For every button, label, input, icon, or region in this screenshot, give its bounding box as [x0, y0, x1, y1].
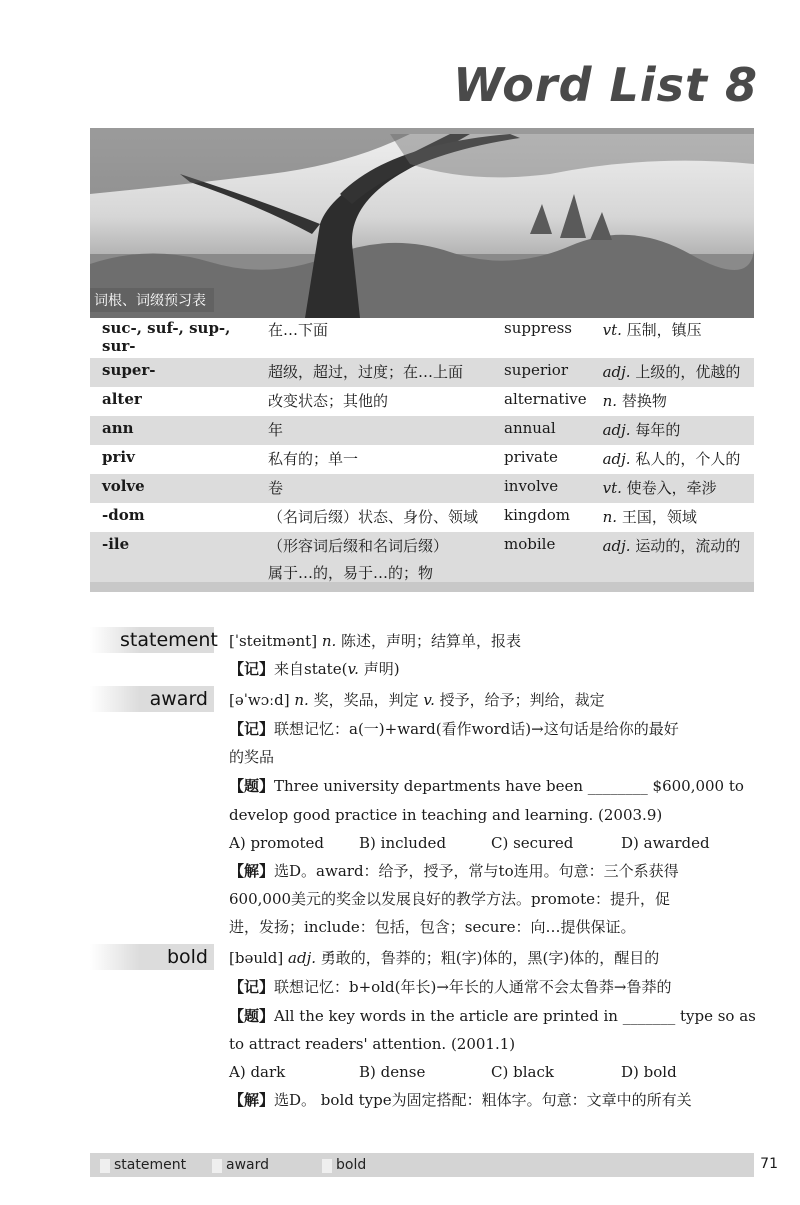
page-footer [90, 1153, 754, 1177]
option-b: B) dense [359, 1063, 426, 1081]
word-cell: involve [502, 474, 591, 503]
table-row [90, 416, 754, 445]
award-answer: 【解】选D。award：给予，授予，常与to连用。句意：三个系获得 [229, 862, 679, 880]
word-cell: private [504, 448, 558, 466]
root-cell: priv [102, 448, 135, 466]
word-cell: mobile [502, 532, 591, 586]
root-cell: alter [102, 390, 142, 408]
award-options [229, 833, 757, 853]
definition-cell: adj. 私人的，个人的 [602, 450, 741, 468]
option-d: D) bold [621, 1063, 677, 1081]
meaning-cell: 超级，超过，过度；在…上面 [256, 358, 502, 387]
meaning-cell: （名词后缀）状态、身份、领域 [268, 508, 479, 526]
meaning-cell: 改变状态；其他的 [268, 392, 389, 410]
option-c: C) black [491, 1063, 554, 1081]
award-answer-cont2: 进，发扬；include：包括，包含；secure：向…提供保证。 [229, 918, 636, 936]
table-row [90, 316, 754, 358]
table-row [90, 358, 754, 387]
award-answer-cont: 600,000美元的奖金以发展良好的教学方法。promote：提升，促 [229, 890, 670, 908]
option-d: D) awarded [621, 834, 710, 852]
roots-affixes-table [90, 316, 754, 586]
meaning-cell: （形容词后缀和名词后缀） 属于…的，易于…的；物 [256, 532, 502, 586]
tree-banner-image [90, 128, 754, 318]
phonetic: [bəuld] [229, 949, 284, 967]
definition-cell: vt. 使卷入，牵涉 [591, 474, 754, 503]
word-cell: alternative [504, 390, 587, 408]
word-cell: superior [502, 358, 591, 387]
award-headline: [əˈwɔːd] n. 奖，奖品，判定 v. 授予，给予；判给，裁定 [229, 691, 605, 709]
phonetic: [ˈsteitmənt] [229, 632, 318, 650]
word-list-title: Word List 8 [453, 58, 758, 112]
table-row [90, 474, 754, 503]
page-number: 71 [760, 1156, 778, 1172]
table-row [90, 387, 754, 416]
entry-word-bold: bold [90, 944, 214, 970]
meaning-cell: 私有的；单一 [268, 450, 359, 468]
root-cell: -ile [90, 532, 256, 586]
root-cell: volve [90, 474, 256, 503]
word-cell: kingdom [504, 506, 571, 524]
meaning-cell: 卷 [256, 474, 502, 503]
option-a: A) promoted [229, 834, 325, 852]
bold-answer: 【解】选D。 bold type为固定搭配：粗体字。句意：文章中的所有关 [229, 1091, 692, 1109]
footer-word-statement: statement [94, 1157, 186, 1173]
root-cell: -dom [102, 506, 145, 524]
meaning-cell: 年 [256, 416, 502, 445]
award-question-cont: develop good practice in teaching and learning. (2003.9) [229, 806, 663, 824]
word-cell: suppress [504, 319, 573, 337]
bold-question: 【题】All the key words in the article are printed in _______ type so as [229, 1007, 756, 1025]
meaning-cell: 在…下面 [268, 321, 329, 339]
footer-word-award: award [206, 1157, 269, 1173]
banner-label: 词根、词缀预习表 [90, 288, 214, 312]
statement-memo: 【记】来自state(v. 声明) [229, 660, 400, 678]
table-row [90, 532, 754, 586]
table-row [90, 503, 754, 532]
option-c: C) secured [491, 834, 574, 852]
phonetic: [əˈwɔːd] [229, 691, 290, 709]
definition-cell: vt. 压制，镇压 [602, 321, 702, 339]
option-a: A) dark [229, 1063, 286, 1081]
definition-cell: adj. 上级的，优越的 [591, 358, 754, 387]
award-memo-cont: 的奖品 [229, 748, 275, 766]
root-cell: suc-, suf-, sup-, sur- [102, 319, 231, 355]
option-b: B) included [359, 834, 447, 852]
root-cell: super- [90, 358, 256, 387]
part-of-speech: n. [321, 632, 337, 650]
bold-memo: 【记】联想记忆：b+old(年长)→年长的人通常不会太鲁莽→鲁莽的 [229, 978, 672, 996]
definition-cell: adj. 每年的 [591, 416, 754, 445]
table-row [90, 445, 754, 474]
bold-headline: [bəuld] adj. 勇敢的，鲁莽的；粗(字)体的，黑(字)体的，醒目的 [229, 949, 660, 967]
root-cell: ann [90, 416, 256, 445]
definition-cell: n. 替换物 [602, 392, 667, 410]
definition-cell: n. 王国，领域 [602, 508, 697, 526]
entry-word-statement: statement [90, 627, 214, 653]
award-memo: 【记】联想记忆：a(一)+ward(看作word话)→这句话是给你的最好 [229, 720, 679, 738]
table-bottom-bar [90, 582, 754, 592]
entry-word-award: award [90, 686, 214, 712]
bold-question-cont: to attract readers' attention. (2001.1) [229, 1035, 516, 1053]
definition-cell: adj. 运动的，流动的 [591, 532, 754, 586]
award-question: 【题】Three university departments have been ________ $600,000 to [229, 777, 744, 795]
bold-options [229, 1062, 757, 1082]
statement-headline [229, 631, 757, 651]
definition: 陈述，声明；结算单，报表 [341, 632, 522, 650]
word-cell: annual [502, 416, 591, 445]
footer-word-bold: bold [316, 1157, 366, 1173]
